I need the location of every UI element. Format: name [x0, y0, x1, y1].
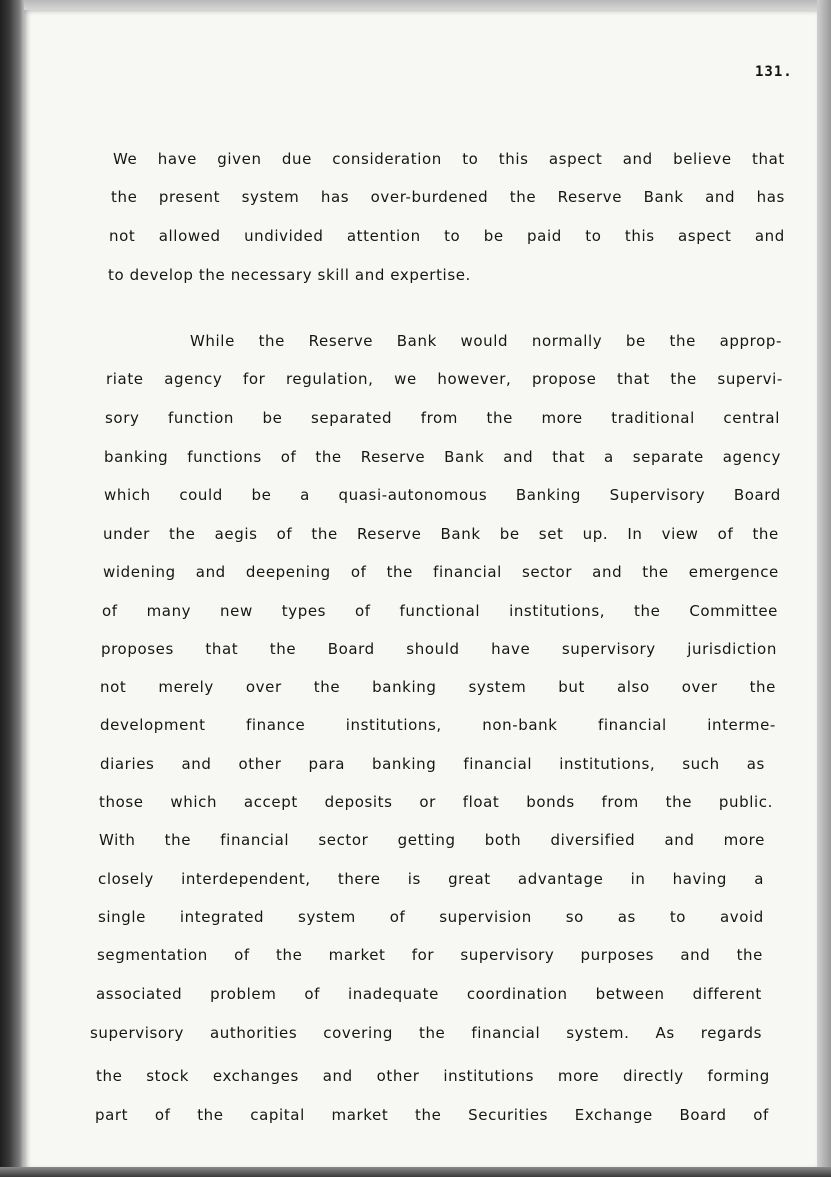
- word: of: [717, 525, 734, 543]
- word: the: [96, 1067, 123, 1085]
- text-line: [98, 870, 764, 888]
- word: Supervisory: [609, 486, 706, 504]
- word: there: [337, 870, 381, 888]
- word: not: [100, 678, 127, 696]
- word: attention: [346, 227, 421, 245]
- word: under: [103, 525, 150, 543]
- word: has: [320, 188, 350, 206]
- word: coordination: [466, 985, 568, 1003]
- word: allowed: [158, 227, 221, 245]
- word: however,: [437, 370, 512, 388]
- word: institutions,: [559, 755, 656, 773]
- word: exchanges: [212, 1067, 299, 1085]
- word: is: [407, 870, 421, 888]
- word: Exchange: [574, 1106, 653, 1124]
- word: the: [634, 602, 661, 620]
- word: functions: [187, 448, 262, 466]
- word: segmentation: [97, 946, 208, 964]
- word: interme-: [707, 716, 776, 734]
- word: institutions,: [345, 716, 442, 734]
- word: avoid: [719, 908, 764, 926]
- word: bonds: [526, 793, 575, 811]
- word: forming: [707, 1067, 770, 1085]
- word: diaries: [100, 755, 155, 773]
- word: directly: [622, 1067, 684, 1085]
- word: financial: [433, 563, 502, 581]
- word: aspect: [548, 150, 603, 168]
- text-line: [104, 486, 781, 504]
- word: from: [420, 409, 458, 427]
- word: advantage: [517, 870, 604, 888]
- word: banking: [372, 755, 437, 773]
- word: of: [354, 602, 371, 620]
- word: and: [754, 227, 785, 245]
- word: having: [672, 870, 728, 888]
- page-number: 131.: [755, 64, 793, 80]
- word: Bank: [444, 448, 485, 466]
- word: other: [238, 755, 282, 773]
- word: so: [565, 908, 584, 926]
- word: system: [241, 188, 300, 206]
- word: such: [682, 755, 720, 773]
- word: functional: [399, 602, 481, 620]
- word: also: [616, 678, 650, 696]
- book-binding-edge: [0, 0, 24, 1177]
- word: the: [752, 525, 779, 543]
- word: the: [315, 448, 342, 466]
- text-line: [99, 793, 773, 811]
- text-line: [106, 370, 783, 388]
- word: have: [491, 640, 531, 658]
- word: or: [419, 793, 436, 811]
- word: closely: [98, 870, 154, 888]
- word: widening: [103, 563, 176, 581]
- word: While: [190, 332, 235, 350]
- word: banking: [372, 678, 437, 696]
- word: agency: [722, 448, 781, 466]
- word: the: [169, 525, 196, 543]
- word: system.: [566, 1024, 630, 1042]
- word: a: [604, 448, 614, 466]
- text-line: [111, 188, 785, 206]
- word: to: [585, 227, 602, 245]
- word: the: [749, 678, 776, 696]
- word: of: [753, 1106, 769, 1124]
- word: the: [642, 563, 669, 581]
- word: of: [389, 908, 406, 926]
- word: para: [308, 755, 345, 773]
- word: of: [280, 448, 297, 466]
- word: over: [681, 678, 718, 696]
- word: be: [262, 409, 283, 427]
- word: covering: [323, 1024, 393, 1042]
- word: great: [448, 870, 491, 888]
- text-line: [113, 150, 785, 168]
- word: over: [245, 678, 282, 696]
- word: aegis: [214, 525, 258, 543]
- word: to: [669, 908, 687, 926]
- word: paid: [527, 227, 562, 245]
- word: Banking: [515, 486, 581, 504]
- word: which: [170, 793, 218, 811]
- text-line: [97, 946, 763, 964]
- word: to: [444, 227, 461, 245]
- text-line: [105, 409, 780, 427]
- word: more: [557, 1067, 600, 1085]
- word: for: [411, 946, 435, 964]
- word: not: [109, 227, 136, 245]
- word: institutions,: [509, 602, 606, 620]
- text-line: [100, 716, 776, 734]
- word: be: [499, 525, 520, 543]
- word: the: [164, 831, 192, 849]
- word: of: [102, 602, 118, 620]
- word: the: [509, 188, 537, 206]
- word: but: [558, 678, 585, 696]
- word: those: [99, 793, 144, 811]
- word: stock: [146, 1067, 190, 1085]
- text-line: [103, 563, 779, 581]
- word: the: [669, 332, 696, 350]
- word: due: [281, 150, 312, 168]
- word: financial: [471, 1024, 541, 1042]
- word: accept: [243, 793, 298, 811]
- word: system: [298, 908, 356, 926]
- text-line: [101, 640, 777, 658]
- word: function: [167, 409, 235, 427]
- word: banking: [104, 448, 169, 466]
- word: sory: [105, 409, 140, 427]
- word: between: [595, 985, 665, 1003]
- word: float: [462, 793, 500, 811]
- page-bottom-edge: [0, 1167, 831, 1177]
- word: that: [552, 448, 586, 466]
- word: many: [146, 602, 192, 620]
- text-line: [98, 908, 764, 926]
- word: merely: [158, 678, 214, 696]
- text-line: [90, 1024, 762, 1042]
- word: the: [197, 1106, 224, 1124]
- word: and: [195, 563, 226, 581]
- word: the: [311, 525, 338, 543]
- word: the: [486, 409, 513, 427]
- word: Bank: [643, 188, 684, 206]
- word: the: [736, 946, 763, 964]
- word: the: [386, 563, 413, 581]
- word: would: [460, 332, 509, 350]
- text-line: [109, 227, 785, 245]
- word: of: [350, 563, 367, 581]
- word: financial: [597, 716, 667, 734]
- word: and: [664, 831, 695, 849]
- word: the: [665, 793, 693, 811]
- word: could: [179, 486, 223, 504]
- word: integrated: [179, 908, 265, 926]
- word: view: [661, 525, 699, 543]
- word: more: [723, 831, 765, 849]
- word: the: [269, 640, 297, 658]
- word: believe: [673, 150, 732, 168]
- text-line: [95, 1106, 769, 1124]
- word: Board: [327, 640, 375, 658]
- word: types: [281, 602, 327, 620]
- word: interdependent,: [181, 870, 311, 888]
- word: that: [752, 150, 785, 168]
- word: finance: [245, 716, 306, 734]
- word: separated: [311, 409, 393, 427]
- word: Reserve: [356, 525, 422, 543]
- word: normally: [531, 332, 603, 350]
- word: quasi-autonomous: [338, 486, 488, 504]
- word: financial: [220, 831, 290, 849]
- word: Reserve: [557, 188, 623, 206]
- text-line: [104, 448, 781, 466]
- word: financial: [463, 755, 533, 773]
- word: of: [304, 985, 321, 1003]
- word: Bank: [396, 332, 437, 350]
- word: Securities: [468, 1106, 549, 1124]
- word: and: [622, 150, 653, 168]
- word: given: [217, 150, 262, 168]
- word: and: [705, 188, 736, 206]
- word: proposes: [101, 640, 174, 658]
- word: more: [541, 409, 583, 427]
- word: Reserve: [360, 448, 426, 466]
- word: Board: [733, 486, 781, 504]
- word: for: [242, 370, 266, 388]
- word: Committee: [689, 602, 778, 620]
- text-line: [100, 678, 776, 696]
- word: as: [746, 755, 765, 773]
- word: regulation,: [285, 370, 374, 388]
- word: public.: [718, 793, 773, 811]
- word: this: [498, 150, 529, 168]
- word: has: [756, 188, 785, 206]
- word: development: [100, 716, 206, 734]
- text-line: [96, 1067, 770, 1085]
- word: traditional: [611, 409, 695, 427]
- word: be: [251, 486, 272, 504]
- word: deposits: [324, 793, 393, 811]
- word: this: [624, 227, 655, 245]
- word: new: [220, 602, 253, 620]
- word: the: [418, 1024, 446, 1042]
- word: central: [723, 409, 780, 427]
- word: part: [95, 1106, 129, 1124]
- word: over-burdened: [370, 188, 489, 206]
- word: system: [468, 678, 527, 696]
- word: emergence: [688, 563, 779, 581]
- word: of: [234, 946, 250, 964]
- word: to: [462, 150, 479, 168]
- word: approp-: [719, 332, 782, 350]
- word: We: [113, 150, 138, 168]
- word: As: [655, 1024, 675, 1042]
- word: that: [616, 370, 650, 388]
- word: supervi-: [717, 370, 783, 388]
- word: propose: [531, 370, 597, 388]
- word: from: [601, 793, 639, 811]
- word: consideration: [332, 150, 442, 168]
- word: the: [276, 946, 303, 964]
- word: diversified: [550, 831, 636, 849]
- text-line: to develop the necessary skill and expertise.: [108, 266, 471, 284]
- word: supervisory: [460, 946, 555, 964]
- text-line: [99, 831, 765, 849]
- word: as: [617, 908, 636, 926]
- word: capital: [250, 1106, 305, 1124]
- text-line: [100, 755, 765, 773]
- word: deepening: [245, 563, 331, 581]
- word: inadequate: [347, 985, 439, 1003]
- word: the: [258, 332, 285, 350]
- word: and: [680, 946, 711, 964]
- word: jurisdiction: [687, 640, 777, 658]
- word: be: [483, 227, 504, 245]
- word: that: [205, 640, 239, 658]
- word: riate: [106, 370, 144, 388]
- word: up.: [582, 525, 609, 543]
- word: present: [158, 188, 221, 206]
- text-line: [103, 525, 779, 543]
- word: the: [111, 188, 138, 206]
- word: in: [630, 870, 646, 888]
- word: of: [154, 1106, 171, 1124]
- word: we: [394, 370, 417, 388]
- word: have: [157, 150, 197, 168]
- word: agency: [164, 370, 223, 388]
- word: single: [98, 908, 147, 926]
- word: sector: [521, 563, 573, 581]
- word: different: [692, 985, 762, 1003]
- word: a: [754, 870, 764, 888]
- word: regards: [700, 1024, 762, 1042]
- text-line: [96, 985, 762, 1003]
- word: the: [415, 1106, 442, 1124]
- word: market: [331, 1106, 389, 1124]
- text-line: [102, 602, 778, 620]
- text-line: [190, 332, 782, 350]
- word: and: [503, 448, 534, 466]
- word: of: [276, 525, 293, 543]
- word: sector: [318, 831, 369, 849]
- word: institutions: [443, 1067, 535, 1085]
- word: market: [328, 946, 386, 964]
- word: which: [104, 486, 151, 504]
- word: and: [322, 1067, 353, 1085]
- word: purposes: [580, 946, 655, 964]
- word: supervision: [439, 908, 532, 926]
- word: should: [406, 640, 460, 658]
- word: and: [592, 563, 623, 581]
- word: separate: [632, 448, 704, 466]
- word: aspect: [678, 227, 732, 245]
- word: Bank: [440, 525, 481, 543]
- word: problem: [210, 985, 277, 1003]
- word: supervisory: [90, 1024, 184, 1042]
- word: authorities: [209, 1024, 298, 1042]
- word: and: [181, 755, 212, 773]
- word: Reserve: [308, 332, 374, 350]
- word: set: [538, 525, 564, 543]
- word: be: [625, 332, 646, 350]
- word: Board: [679, 1106, 727, 1124]
- word: supervisory: [561, 640, 656, 658]
- page-right-edge: [817, 0, 831, 1177]
- word: other: [376, 1067, 420, 1085]
- word: undivided: [244, 227, 324, 245]
- word: In: [627, 525, 643, 543]
- word: associated: [96, 985, 183, 1003]
- word: non-bank: [482, 716, 558, 734]
- word: With: [99, 831, 136, 849]
- word: both: [484, 831, 522, 849]
- word: the: [670, 370, 697, 388]
- word: the: [313, 678, 341, 696]
- word: a: [300, 486, 310, 504]
- word: getting: [397, 831, 456, 849]
